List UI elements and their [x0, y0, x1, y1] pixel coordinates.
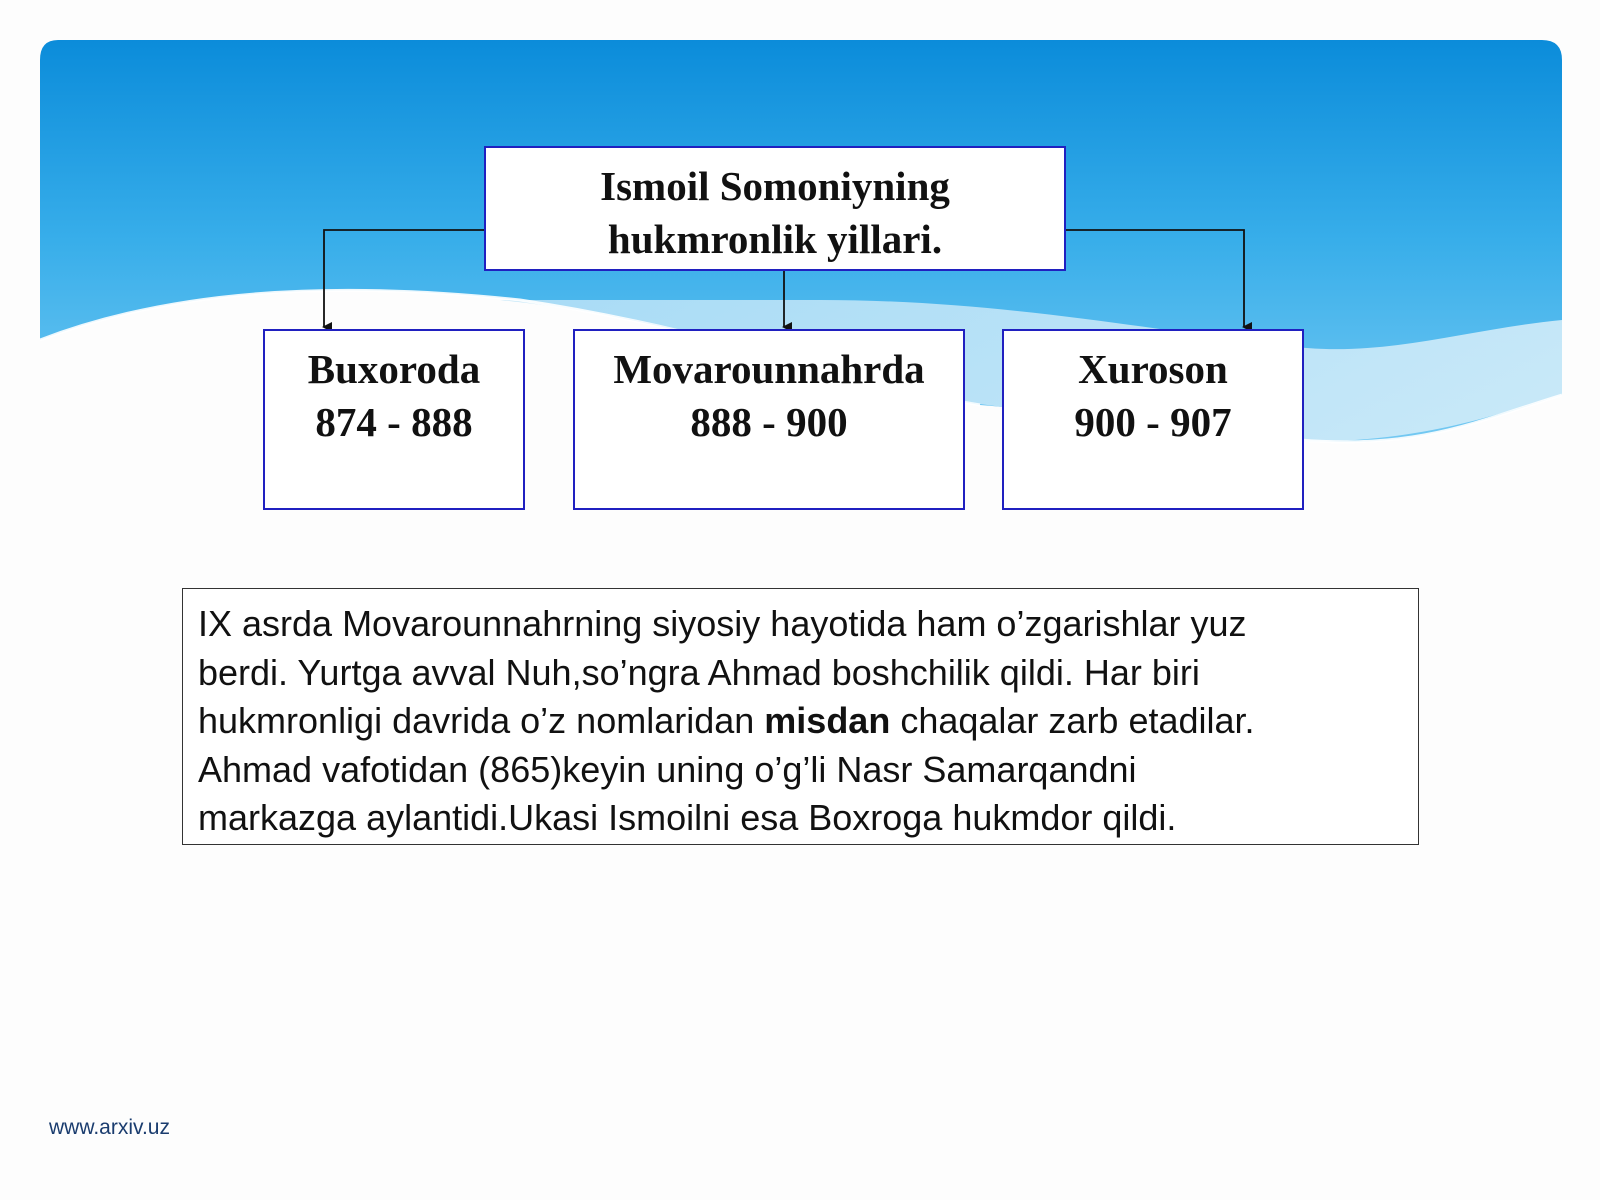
paragraph-line: Ahmad vafotidan (865)keyin uning o’g’li Nasr Samarqandni — [198, 748, 1137, 790]
child-name: Xuroson — [1078, 346, 1228, 392]
child-years: 874 - 888 — [315, 399, 473, 445]
footer-url: www.arxiv.uz — [49, 1116, 170, 1139]
child-box-movarounnahrda — [573, 329, 965, 510]
child-name: Buxoroda — [307, 346, 481, 392]
child-years: 900 - 907 — [1074, 399, 1232, 445]
paragraph-line — [198, 697, 1404, 746]
paragraph-line: IX asrda Movarounnahrning siyosiy hayotida ham o’zgarishlar yuz — [198, 603, 1247, 644]
child-box-buxoroda — [263, 329, 525, 510]
paragraph-bold-word: misdan — [764, 700, 891, 741]
child-name: Movarounnahrda — [613, 346, 925, 392]
child-years: 888 - 900 — [690, 399, 848, 445]
child-box-xuroson — [1002, 329, 1304, 510]
root-box — [484, 146, 1066, 271]
paragraph-text: hukmronligi davrida o’z nomlaridan — [198, 700, 765, 741]
root-title-line2: hukmronlik yillari. — [607, 216, 943, 262]
paragraph-line: markazga aylantidi.Ukasi Ismoilni esa Boxroga hukmdor qildi. — [198, 797, 1177, 838]
description-paragraph — [182, 588, 1419, 845]
paragraph-text: chaqalar zarb etadilar. — [890, 700, 1255, 741]
paragraph-line: berdi. Yurtga avval Nuh,so’ngra Ahmad boshchilik qildi. Har biri — [198, 651, 1200, 693]
root-title-line1: Ismoil Somoniyning — [600, 163, 950, 209]
